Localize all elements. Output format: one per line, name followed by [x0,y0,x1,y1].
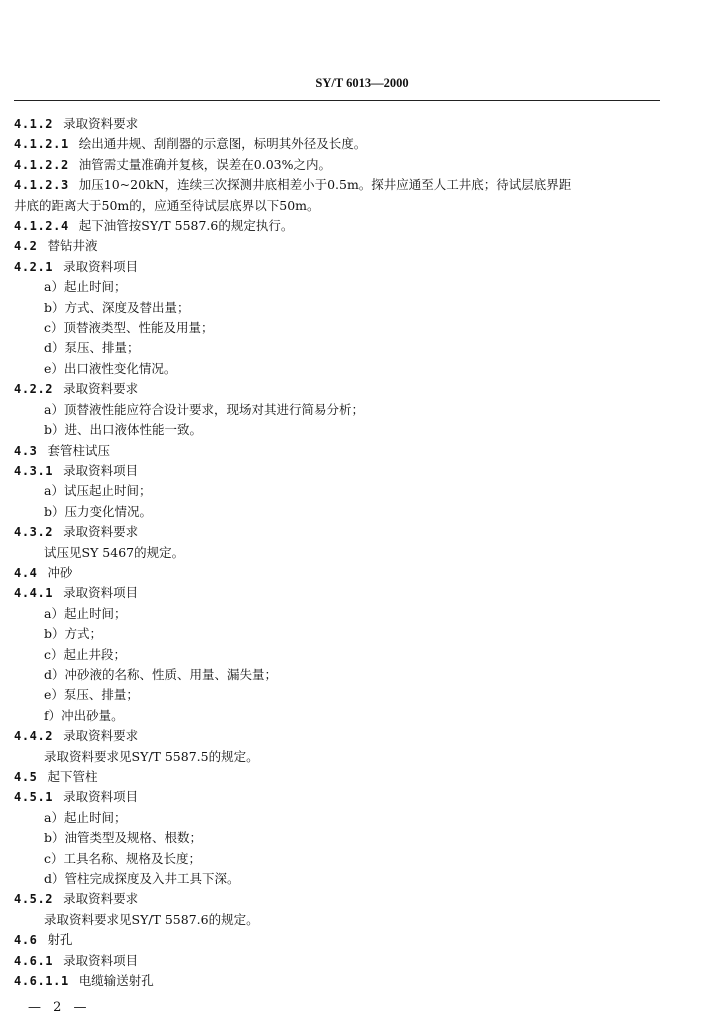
section-number: 4.3.2 [14,525,54,540]
list-item: b）压力变化情况。 [44,503,153,519]
section-number: 4.4 [14,565,38,580]
section-number: 4.1.2.4 [14,219,69,234]
section-number: 4.4.1 [14,586,54,601]
list-item: d）管柱完成探度及入井工具下深。 [44,871,240,887]
section-number: 4.2.2 [14,382,54,397]
paragraph-line: 试压见SY 5467的规定。 [44,544,185,560]
page-number: — 2 — [28,1000,91,1015]
list-item: a）顶替液性能应符合设计要求，现场对其进行简易分析； [44,401,364,417]
section-number: 4.4.2 [14,729,54,744]
section-text: 电缆输送射孔 [78,973,154,989]
list-item: b）进、出口液体性能一致。 [44,422,203,438]
section-number: 4.3 [14,443,38,458]
list-item: c）起止井段； [44,646,127,662]
section-heading [14,114,674,134]
section-text: 录取资料要求 [63,381,139,397]
section-heading [14,522,674,542]
section-text: 录取资料要求 [63,728,139,744]
section-number: 4.6.1.1 [14,974,69,989]
section-text: 录取资料要求 [63,524,139,540]
section-text: 录取资料项目 [63,952,139,968]
section-heading [14,971,674,991]
section-heading [14,787,674,807]
section-text: 录取资料要求 [63,116,139,131]
section-text: 射孔 [47,932,73,948]
list-item: a）起止时间； [44,279,127,295]
section-text: 套管柱试压 [47,442,110,458]
list-item: e）出口液性变化情况。 [44,360,177,376]
section-text: 油管需丈量准确并复核，误差在0.03%之内。 [78,156,331,172]
section-text: 起下管柱 [47,769,98,784]
section-text: 录取资料项目 [63,462,139,478]
section-heading [14,216,674,236]
section-number: 4.6 [14,933,38,948]
section-heading [14,563,674,583]
section-text: 替钻井液 [47,238,98,254]
section-text: 起下油管按SY/T 5587.6的规定执行。 [78,218,294,234]
section-number: 4.2.1 [14,259,54,274]
list-item: c）顶替液类型、性能及用量； [44,320,214,336]
section-number: 4.1.2 [14,117,54,131]
section-text: 加压10~20kN，连续三次探测井底相差小于0.5m。探井应通至人工井底；待试层底界距 [78,177,572,193]
section-text: 录取资料项目 [63,789,139,805]
section-text: 录取资料要求 [63,891,139,907]
section-number: 4.2 [14,239,38,254]
list-item: c）工具名称、规格及长度； [44,850,202,866]
section-heading [14,951,674,971]
section-heading [14,257,674,277]
section-number: 4.1.2.3 [14,178,69,193]
section-number: 4.5.1 [14,790,54,805]
section-heading [14,155,674,175]
section-text: 录取资料项目 [63,585,139,601]
list-item: a）起止时间； [44,605,127,621]
section-heading [14,767,674,787]
section-number: 4.1.2.1 [14,137,69,152]
section-text: 录取资料项目 [63,258,139,274]
list-item: f）冲出砂量。 [44,707,124,723]
section-heading [14,889,674,909]
list-item: d）泵压、排量； [44,340,140,356]
section-number: 4.6.1 [14,953,54,968]
paragraph-line: 井底的距离大于50m的，应通至待试层底界以下50m。 [14,197,320,213]
section-text: 冲砂 [47,564,73,580]
list-item: d）冲砂液的名称、性质、用量、漏失量； [44,666,278,682]
section-heading [14,175,674,195]
section-number: 4.5.2 [14,892,54,907]
section-heading [14,236,674,256]
paragraph-line: 录取资料要求见SY/T 5587.5的规定。 [44,748,259,764]
document-header: SY/T 6013—2000 [315,76,409,90]
section-heading [14,930,674,950]
list-item: e）泵压、排量； [44,687,139,703]
paragraph-line: 录取资料要求见SY/T 5587.6的规定。 [44,911,259,927]
section-heading [14,134,674,154]
section-heading [14,461,674,481]
section-heading [14,583,674,603]
header-rule [14,100,660,101]
list-item: b）方式、深度及替出量； [44,299,190,315]
list-item: b）方式； [44,626,103,642]
section-text: 绘出通井规、刮削器的示意图，标明其外径及长度。 [78,136,367,152]
section-number: 4.3.1 [14,463,54,478]
section-heading [14,726,674,746]
section-number: 4.5 [14,770,38,784]
document-body [14,114,674,991]
section-heading [14,441,674,461]
list-item: b）油管类型及规格、根数； [44,830,203,846]
section-heading [14,379,674,399]
list-item: a）试压起止时间； [44,483,152,499]
section-number: 4.1.2.2 [14,157,69,172]
list-item: a）起止时间； [44,809,127,825]
